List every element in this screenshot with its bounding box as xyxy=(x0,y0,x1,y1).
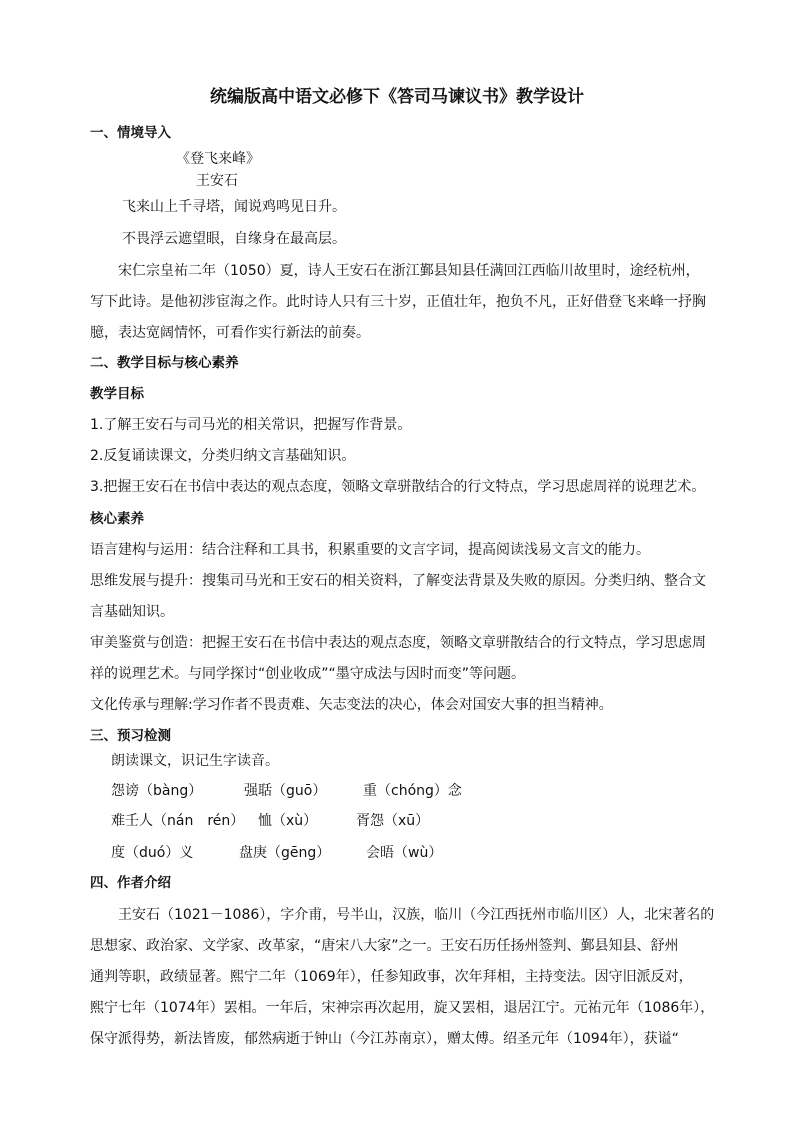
paragraph-line: 保守派得势，新法皆废，郁然病逝于钟山（今江苏南京），赠太傅。绍圣元年（1094年），获谥“ xyxy=(90,1031,679,1047)
core-item: 语言建构与运用：结合注释和工具书，积累重要的文言字词，提高阅读浅易文言文的能力。 xyxy=(90,542,650,558)
section-heading-goals: 二、教学目标与核心素养 xyxy=(90,355,239,371)
paragraph-line: 写下此诗。是他初涉宦海之作。此时诗人只有三十岁，正值壮年，抱负不凡，正好借登飞来峰一抒胸 xyxy=(90,294,706,310)
section-heading-author: 四、作者介绍 xyxy=(90,875,171,891)
pinyin-item: 度（duó）义 xyxy=(111,845,194,861)
paragraph-line: 思想家、政治家、文学家、改革家，“唐宋八大家”之一。王安石历任扬州签判、鄞县知县、舒州 xyxy=(90,938,679,954)
poem-line: 不畏浮云遮望眼，自缘身在最高层。 xyxy=(122,231,346,247)
goal-item: 1.了解王安石与司马光的相关常识，把握写作背景。 xyxy=(90,417,412,433)
goal-item: 2.反复诵读课文，分类归纳文言基础知识。 xyxy=(90,448,356,464)
poem-author: 王安石 xyxy=(196,173,238,189)
poem-title: 《登飞来峰》 xyxy=(176,151,260,167)
section-heading-preview: 三、预习检测 xyxy=(90,728,171,744)
pinyin-item: 强聒（guō） xyxy=(244,783,327,799)
goal-item: 3.把握王安石在书信中表达的观点态度，领略文章骈散结合的行文特点，学习思虑周祥的说理艺术。 xyxy=(90,479,706,495)
paragraph-line: 通判等职，政绩显著。熙宁二年（1069年），任参知政事，次年拜相，主持变法。因守旧派反对， xyxy=(90,969,693,985)
core-item: 祥的说理艺术。与同学探讨“创业收成”“墨守成法与因时而变”等问题。 xyxy=(90,666,526,682)
preview-intro: 朗读课文，识记生字读音。 xyxy=(111,753,279,769)
paragraph-line: 宋仁宗皇祐二年（1050）夏，诗人王安石在浙江鄞县知县任满回江西临川故里时，途经杭州， xyxy=(118,263,700,279)
pinyin-item: 难壬人（nán rén） xyxy=(111,813,245,829)
pinyin-item: 重（chóng）念 xyxy=(363,783,462,799)
poem-line: 飞来山上千寻塔，闻说鸡鸣见日升。 xyxy=(122,199,346,215)
pinyin-item: 会晤（wù） xyxy=(366,845,443,861)
document-title: 统编版高中语文必修下《答司马谏议书》教学设计 xyxy=(210,87,584,107)
pinyin-item: 胥怨（xū） xyxy=(356,813,430,829)
paragraph-line: 王安石（1021－1086），字介甫，号半山，汉族，临川（今江西抚州市临川区）人，北宋著名的 xyxy=(118,907,715,923)
core-item: 思维发展与提升：搜集司马光和王安石的相关资料，了解变法背景及失败的原因。分类归纳、整合文 xyxy=(90,573,706,589)
subheading-teaching-goals: 教学目标 xyxy=(90,386,144,402)
pinyin-item: 盘庚（gēng） xyxy=(239,845,331,861)
subheading-core-competencies: 核心素养 xyxy=(90,511,144,527)
section-heading-intro: 一、情境导入 xyxy=(90,125,171,141)
core-item: 言基础知识。 xyxy=(90,604,174,620)
pinyin-item: 恤（xù） xyxy=(258,813,318,829)
core-item: 文化传承与理解:学习作者不畏责难、矢志变法的决心，体会对国安大事的担当精神。 xyxy=(90,697,613,713)
paragraph-line: 熙宁七年（1074年）罢相。一年后，宋神宗再次起用，旋又罢相，退居江宁。元祐元年（1086年）， xyxy=(90,1000,715,1016)
pinyin-item: 怨谤（bàng） xyxy=(111,783,203,799)
paragraph-line: 臆，表达宽阔情怀，可看作实行新法的前奏。 xyxy=(90,325,370,341)
core-item: 审美鉴赏与创造：把握王安石在书信中表达的观点态度，领略文章骈散结合的行文特点，学习思虑周 xyxy=(90,635,706,651)
